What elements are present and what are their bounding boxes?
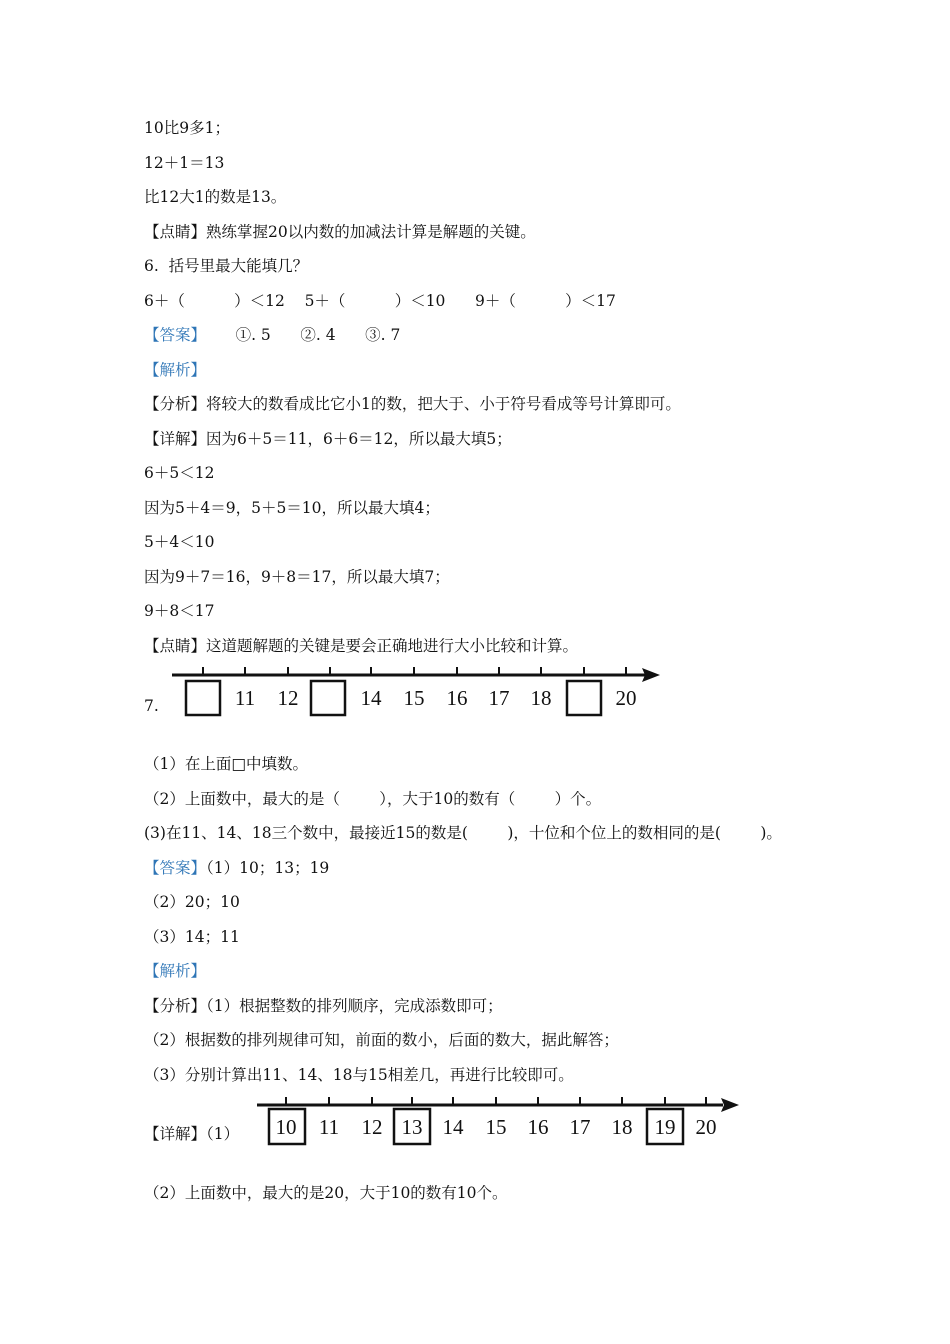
tick-label: 14 [442,1115,464,1139]
tick-label: 20 [615,686,637,710]
q7-analysis-tag: 【解析】 [144,962,207,980]
tick-label: 17 [488,686,510,710]
q7-fenxi [144,996,503,1016]
q6-answer [144,325,400,345]
blank-box [567,681,601,715]
q6-question: 6＋（ ）＜12 5＋（ ）＜10 9＋（ ）＜17 [144,292,616,310]
tip-tag: 【点睛】 [144,637,207,655]
tick-label: 16 [527,1115,549,1139]
answer-text: ①. 5 ②. 4 ③. 7 [206,326,401,344]
q6-line-4: 因为9＋7＝16，9＋8＝17，所以最大填7； [144,568,450,586]
tick-label: 12 [361,1115,383,1139]
tip-tag: 【点睛】 [144,223,207,241]
tick-label: 10 [275,1115,297,1139]
tick-label: 17 [569,1115,591,1139]
detail-sub: （1） [206,1125,240,1143]
fenxi-text: （1）根据整数的排列顺序，完成添数即可； [206,997,503,1015]
q6-fenxi [144,394,681,414]
q7-detail [144,1124,239,1144]
q7-sub-1: （1）在上面□中填数。 [144,755,309,773]
tip-text: 这道题解题的关键是要会正确地进行大小比较和计算。 [206,637,579,655]
q7-answer-2: （2）20；10 [144,893,240,911]
prev-line-2: 12＋1＝13 [144,154,225,172]
tick-label: 19 [654,1115,676,1139]
q6-title: 6. 括号里最大能填几？ [144,257,309,275]
tick-label: 13 [401,1115,423,1139]
tip-text: 熟练掌握20以内数的加减法计算是解题的关键。 [206,223,536,241]
q7-detail-2: （2）上面数中，最大的是20，大于10的数有10个。 [144,1184,508,1202]
tick-label: 12 [277,686,299,710]
answer-1: （1）10；13；19 [206,859,330,877]
prev-tip [144,222,536,242]
fenxi-text: 将较大的数看成比它小1的数，把大于、小于符号看成等号计算即可。 [206,395,681,413]
q7-number: 7. [144,697,159,715]
q7-answer-row [144,858,329,878]
q7-fenxi-3: （3）分别计算出11、14、18与15相差几，再进行比较即可。 [144,1066,574,1084]
detail-tag: 【详解】 [144,1125,207,1143]
tick-label: 20 [695,1115,717,1139]
fenxi-tag: 【分析】 [144,395,207,413]
q6-line-5: 9＋8＜17 [144,602,215,620]
tick-label: 18 [611,1115,633,1139]
q7-sub-2: （2）上面数中，最大的是（ ），大于10的数有（ ）个。 [144,790,602,808]
blank-box [311,681,345,715]
fenxi-tag: 【分析】 [144,997,207,1015]
q6-line-2: 因为5＋4＝9，5＋5＝10，所以最大填4； [144,499,440,517]
detail-tag: 【详解】 [144,430,207,448]
tick-label: 14 [360,686,382,710]
tick-label: 16 [446,686,468,710]
tick-label: 11 [318,1115,340,1139]
tick-label: 18 [530,686,552,710]
q6-line-3: 5＋4＜10 [144,533,215,551]
tick-label: 11 [234,686,256,710]
arrow-head-icon [721,1098,739,1112]
tick-label: 15 [485,1115,507,1139]
detail-text: 因为6＋5＝11，6＋6＝12，所以最大填5； [206,430,512,448]
q7-sub-3: (3)在11、14、18三个数中，最接近15的数是( )，十位和个位上的数相同的是( )。 [144,824,782,842]
q7-fenxi-2: （2）根据数的排列规律可知，前面的数小，后面的数大，据此解答； [144,1031,619,1049]
q7-answer-3: （3）14；11 [144,928,240,946]
prev-line-3: 比12大1的数是13。 [144,188,287,206]
prev-line-1: 10比9多1； [144,119,230,137]
q6-analysis-tag: 【解析】 [144,361,207,379]
tick-label: 15 [403,686,425,710]
q7-number-line [170,662,670,722]
blank-box [186,681,220,715]
answer-tag: 【答案】 [144,859,207,877]
q7-detail-number-line [255,1092,755,1152]
q6-tip [144,636,578,656]
answer-tag: 【答案】 [144,326,207,344]
q6-detail [144,429,512,449]
q6-line-1: 6＋5＜12 [144,464,215,482]
